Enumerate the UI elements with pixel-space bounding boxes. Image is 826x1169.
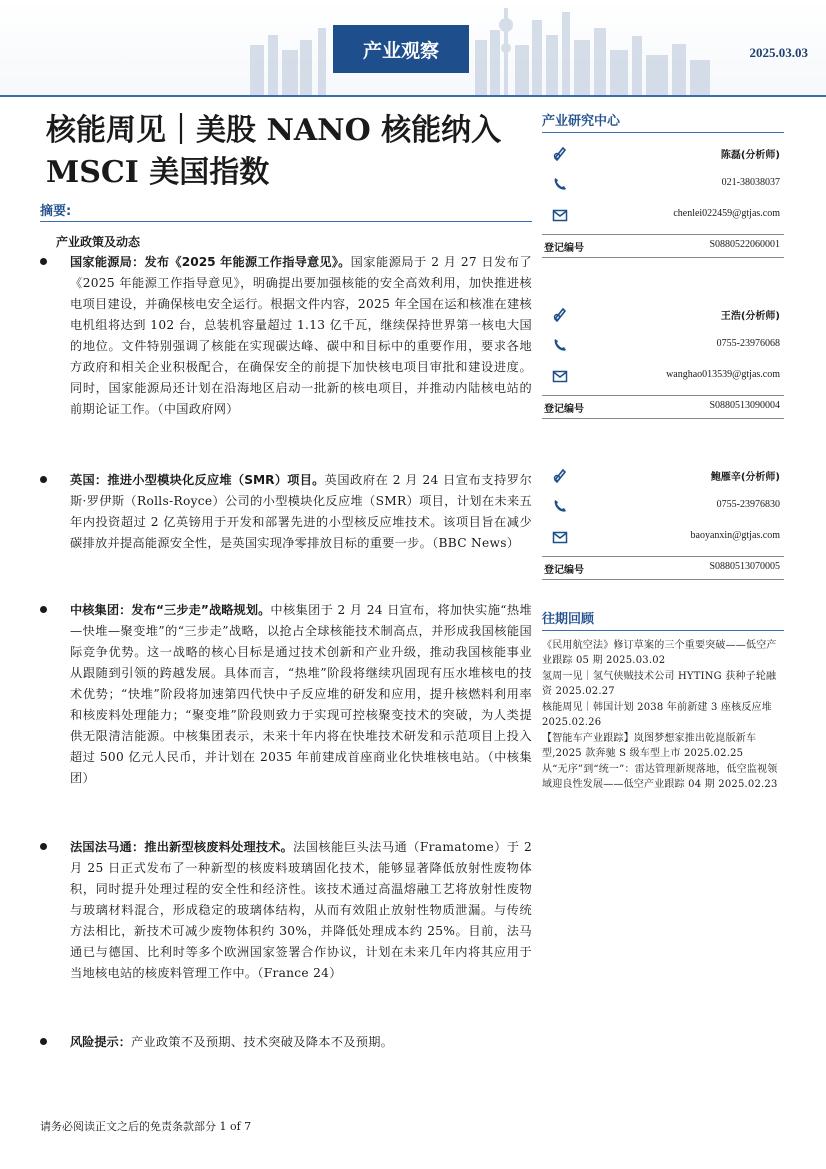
header-divider [0, 95, 826, 97]
bullet-body: 产业政策不及预期、技术突破及降本不及预期。 [130, 1035, 394, 1049]
bullet-item [40, 252, 532, 420]
analyst-card [542, 463, 784, 580]
bullet-item [40, 600, 532, 789]
bullet-item [40, 1032, 532, 1053]
bullet-item [40, 837, 532, 984]
analyst-name: 陈磊(分析师) [720, 150, 780, 161]
analyst-email-row [542, 203, 784, 234]
report-date: 2025.03.03 [749, 45, 808, 60]
page-title: 核能周见｜美股 NANO 核能纳入 MSCI 美国指数 [46, 113, 502, 190]
section-title: 产业政策及动态 [56, 235, 141, 249]
bullet-text [70, 837, 532, 984]
phone-icon [552, 498, 568, 514]
analyst-phone: 0755-23976830 [716, 499, 780, 510]
analyst-email-row [542, 525, 784, 556]
bullet-body: 法国核能巨头法马通（Framatome）于 2 月 25 日正式发布了一种新型的核废料玻璃固化技术，能够显著降低放射性废物体积，同时提升处理过程的安全性和经济性。该技术通过高温熔融工艺将放射性废物与玻璃材料混合，形成稳定的玻璃体结构，从而有效阻止放射性物质泄漏。与传统方法相比，新技术可减少废物体积约 30%，并降低处理成本约 25%。目前，法马通已与德国、比利时等多个欧洲国家签署合作协议，计划在未来几年内将其应用于当地核电站的核废料管理工作中。（France 24） [70, 840, 532, 980]
bullet-lead: 英国：推进小型模块化反应堆（SMR）项目。 [70, 473, 325, 487]
analyst-phone-row [542, 172, 784, 203]
analyst-registration-row [542, 556, 784, 580]
analyst-phone-row [542, 333, 784, 364]
analyst-email[interactable]: chenlei022459@gtjas.com [673, 208, 780, 219]
analyst-name-row [542, 141, 784, 172]
bullet-body: 英国政府在 2 月 24 日宣布支持罗尔斯·罗伊斯（Rolls-Royce）公司的小型模块化反应堆（SMR）项目，计划在未来五年内投资超过 2 亿英镑用于开发和部署先进的小型核反应堆技术。该项目旨在减少碳排放并提高能源安全性，是英国实现净零排放目标的重要一步。（BBC News） [70, 473, 532, 550]
pen-icon [552, 306, 568, 322]
pen-icon [552, 467, 568, 483]
sidebar-heading: 产业研究中心 [542, 114, 621, 129]
mail-icon [552, 368, 568, 384]
analyst-email[interactable]: baoyanxin@gtjas.com [690, 530, 780, 541]
analyst-phone: 021-38038037 [721, 177, 780, 188]
bullet-lead: 风险提示： [70, 1035, 131, 1049]
header-banner [0, 0, 826, 95]
bullet-dot-icon [40, 258, 47, 265]
analyst-card [542, 141, 784, 258]
bullet-dot-icon [40, 476, 47, 483]
past-reports-heading: 往期回顾 [542, 612, 595, 627]
registration-number: S0880522060001 [709, 239, 780, 250]
bullet-text [70, 470, 532, 554]
page-footer: 请务必阅读正文之后的免责条款部分 1 of 7 [40, 1120, 252, 1133]
bullet-body: 国家能源局于 2 月 27 日发布了《2025 年能源工作指导意见》，明确提出要加强核能的安全高效利用，加快推进核电项目建设，并确保核电安全运行。根据文件内容，2025 年全国在运和核准在建核电机组将达到 102 台，总装机容量超过 1.13 亿千瓦，继续保持世界第一核电大国的地位。文件特别强调了核能在实现碳达峰、碳中和目标中的重要作用，要求各地方政府和相关企业积极配合，在确保安全的前提下加快核电项目审批和建设进度。同时，国家能源局还计划在沿海地区启动一批新的核电项目，并推动内陆核电站的前期论证工作。（中国政府网） [70, 255, 532, 416]
past-reports-divider [542, 630, 784, 631]
registration-number: S0880513070005 [709, 561, 780, 572]
registration-number: S0880513090004 [709, 400, 780, 411]
analyst-sidebar [542, 110, 784, 584]
past-report-link[interactable]: 氢周一见｜氢气侠贼技术公司 HYTING 获种子轮融资 2025.02.27 [542, 671, 777, 697]
bullet-dot-icon [40, 843, 47, 850]
analyst-name-row [542, 302, 784, 333]
analyst-name-row [542, 463, 784, 494]
past-report-link[interactable]: 从“无序”到“统一”：雷达管理新规落地，低空监视领域迎良性发展——低空产业跟踪 04 期 2025.02.23 [542, 764, 778, 790]
bullet-lead: 中核集团：发布“三步走”战略规划。 [70, 603, 271, 617]
bullet-body: 中核集团于 2 月 24 日宣布，将加快实施“热堆—快堆—聚变堆”的“三步走”战略，以抢占全球核能技术制高点，并形成我国核能国际竞争优势。这一战略的核心目标是通过技术创新和产业升级，推动我国核能事业从跟随到引领的跨越发展。具体而言，“热堆”阶段将继续巩固现有压水堆核电的技术优势；“快堆”阶段将加速第四代快中子反应堆的研发和应用，提升核燃料利用率和核废料处理能力；“聚变堆”阶段则致力于实现可控核聚变技术的突破，为人类提供无限清洁能源。中核集团表示，未来十年内将在快堆技术研发和示范项目上投入超过 500 亿元人民币，并计划在 2035 年前建成首座商业化快堆核电站。（中核集团） [70, 603, 532, 785]
registration-label: 登记编号 [544, 243, 584, 254]
pen-icon [552, 145, 568, 161]
analyst-email[interactable]: wanghao013539@gtjas.com [666, 369, 780, 380]
analyst-phone-row [542, 494, 784, 525]
past-report-link[interactable]: 【智能车产业跟踪】岚图梦想家推出乾崑版新车型,2025 款奔驰 S 级车型上市 2025.02.25 [542, 733, 757, 759]
registration-label: 登记编号 [544, 404, 584, 415]
phone-icon [552, 337, 568, 353]
mail-icon [552, 529, 568, 545]
bullet-dot-icon [40, 606, 47, 613]
abstract-label: 摘要: [40, 204, 72, 219]
analyst-registration-row [542, 234, 784, 258]
analyst-phone: 0755-23976068 [716, 338, 780, 349]
bullet-text [70, 1032, 532, 1053]
mail-icon [552, 207, 568, 223]
past-report-link[interactable]: 核能周见｜韩国计划 2038 年前新建 3 座核反应堆 2025.02.26 [542, 702, 772, 728]
analyst-registration-row [542, 395, 784, 419]
phone-icon [552, 176, 568, 192]
bullet-lead: 法国法马通：推出新型核废料处理技术。 [70, 840, 294, 854]
sidebar-divider [542, 132, 784, 133]
bullet-lead: 国家能源局：发布《2025 年能源工作指导意见》。 [70, 255, 351, 269]
past-reports [542, 608, 784, 794]
analyst-name: 王浩(分析师) [720, 311, 780, 322]
bullet-dot-icon [40, 1038, 47, 1045]
bullet-item [40, 470, 532, 554]
past-report-link[interactable]: 《民用航空法》修订草案的三个重要突破——低空产业跟踪 05 期 2025.03.02 [542, 640, 777, 666]
abstract-divider [40, 221, 532, 222]
bullet-text [70, 252, 532, 420]
bullet-text [70, 600, 532, 789]
analyst-card [542, 302, 784, 419]
category-tag: 产业观察 [333, 25, 469, 73]
analyst-email-row [542, 364, 784, 395]
analyst-name: 鲍雁辛(分析师) [710, 472, 780, 483]
registration-label: 登记编号 [544, 565, 584, 576]
